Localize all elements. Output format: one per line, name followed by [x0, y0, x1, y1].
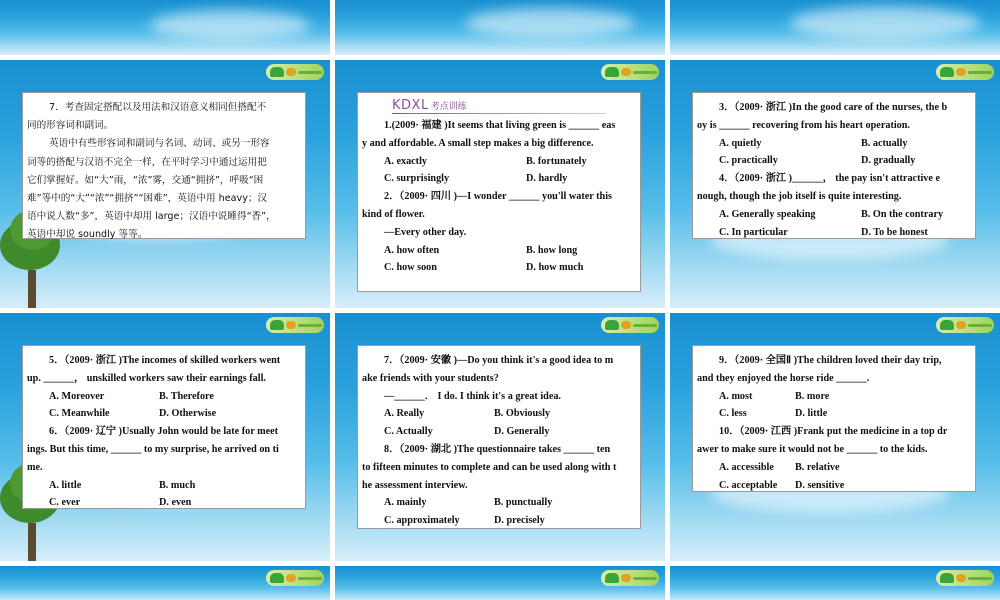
options-row: [697, 135, 971, 153]
option: C. surprisingly: [384, 173, 450, 185]
question-text: y and affordable. A small step makes a big difference.: [362, 137, 594, 149]
exercise-card: [692, 92, 976, 239]
options-row: [362, 170, 636, 188]
options-row: [362, 423, 636, 441]
option: A. most: [719, 390, 753, 402]
option: C. ever: [49, 497, 81, 509]
slide-bottom-right: [670, 566, 1000, 600]
options-row: [697, 388, 971, 406]
site-logo-icon: [936, 317, 994, 333]
question-text: up. ______， unskilled workers saw their earnings fall.: [27, 372, 266, 384]
section-header: [392, 97, 636, 115]
site-logo-icon: [936, 570, 994, 586]
explanation-card: [22, 92, 306, 239]
section-code: KDXL: [392, 98, 429, 113]
text-line: 难”等中的“大”“浓”“拥挤”“困难”，英语中用 heavy；汉: [27, 193, 268, 205]
option: A. Really: [384, 408, 425, 420]
text-line: 7．考查固定搭配以及用法和汉语意义相同但搭配不: [49, 102, 267, 113]
slide-top-right: [670, 0, 1000, 55]
question-text: 2．（2009· 四川 )—I wonder ______ you'll water this: [384, 191, 612, 203]
question-text: to fifteen minutes to complete and can be used along with t: [362, 461, 617, 473]
question-text: 4．（2009· 浙江 )______， the pay isn't attractive e: [719, 173, 940, 185]
question-text: 7．（2009· 安徽 )—Do you think it's a good idea to m: [384, 355, 614, 366]
question-text: ings. But this time, ______ to my surprise, he arrived on ti: [27, 443, 279, 455]
site-logo-icon: [266, 570, 324, 586]
option: D. Generally: [494, 426, 550, 438]
option: D. little: [795, 408, 828, 420]
options-row: [697, 459, 971, 477]
text-line: 同的形容词和副词。: [27, 120, 114, 132]
option: B. relative: [795, 461, 840, 473]
question-text: ake friends with your students?: [362, 372, 499, 384]
option: C. how soon: [384, 262, 437, 274]
slide-1: [0, 60, 330, 308]
exercise-card: [22, 345, 306, 509]
option: D. sensitive: [795, 479, 845, 491]
option: C. acceptable: [719, 479, 778, 491]
question-text: 6．（2009· 辽宁 )Usually John would be late for meet: [49, 426, 279, 438]
site-logo-icon: [266, 317, 324, 333]
question-text: he assessment interview.: [362, 479, 468, 491]
option: A. exactly: [384, 155, 427, 167]
options-row: [697, 206, 971, 224]
site-logo-icon: [266, 64, 324, 80]
option: A. mainly: [384, 497, 427, 509]
options-row: [362, 259, 636, 277]
text-line: 词等的搭配与汉语不完全一样，在平时学习中通过运用把: [27, 156, 267, 168]
exercise-card: [692, 345, 976, 492]
option: B. how long: [526, 244, 578, 256]
options-row: [362, 242, 636, 260]
slide-5: [335, 313, 665, 561]
option: A. how often: [384, 244, 440, 256]
question-text: awer to make sure it would not be ______ to the kids.: [697, 443, 928, 455]
question-text: 5．（2009· 浙江 )The incomes of skilled workers went: [49, 355, 281, 366]
option: B. Therefore: [159, 390, 214, 402]
text-line: 英语中有些形容词和副词与名词、动词、或另一形容: [49, 138, 270, 150]
text-line: 它们掌握好。如“大”雨，“浓”雾，交通“拥挤”，呼吸“困: [27, 174, 264, 186]
options-row: [27, 405, 301, 423]
section-title: 考点训练: [430, 102, 467, 112]
question-text: 1.(2009· 福建 )It seems that living green is ______ eas: [384, 120, 616, 131]
options-row: [27, 477, 301, 495]
option: B. actually: [861, 137, 908, 149]
slide-4: [0, 313, 330, 561]
slide-bottom-left: [0, 566, 330, 600]
site-logo-icon: [601, 64, 659, 80]
option: A. little: [49, 479, 82, 491]
option: D. even: [159, 497, 192, 509]
question-text: —______． I do. I think it's a great idea.: [384, 390, 561, 402]
exercise-card: [357, 345, 641, 529]
slide-top-left: [0, 0, 330, 55]
option: A. accessible: [719, 461, 774, 473]
question-text: oy is ______ recovering from his heart operation.: [697, 119, 910, 131]
option: C. Actually: [384, 426, 433, 438]
option: C. Meanwhile: [49, 408, 110, 420]
slide-bottom-middle: [335, 566, 665, 600]
option: B. fortunately: [526, 155, 587, 167]
slide-3: [670, 60, 1000, 308]
options-row: [697, 224, 971, 242]
option: D. how much: [526, 262, 584, 274]
question-text: 9．（2009· 全国Ⅱ )The children loved their day trip,: [719, 355, 942, 366]
options-row: [362, 494, 636, 512]
options-row: [27, 494, 301, 512]
question-text: kind of flower.: [362, 208, 425, 220]
option: C. In particular: [719, 226, 788, 238]
options-row: [697, 152, 971, 170]
question-text: —Every other day.: [384, 226, 467, 238]
option: B. more: [795, 390, 830, 402]
option: D. gradually: [861, 155, 916, 167]
option: D. hardly: [526, 173, 568, 185]
option: A. quietly: [719, 137, 762, 149]
site-logo-icon: [936, 64, 994, 80]
options-row: [362, 512, 636, 530]
option: B. much: [159, 479, 196, 491]
text-line: 语中说人数“多”，英语中却用 large；汉语中说睡得“香”，: [27, 211, 276, 223]
exercise-card: [357, 92, 641, 292]
question-text: 3．（2009· 浙江 )In the good care of the nurses, the b: [719, 102, 948, 113]
option: D. precisely: [494, 515, 545, 527]
option: D. Otherwise: [159, 408, 217, 420]
option: B. On the contrary: [861, 208, 944, 220]
site-logo-icon: [601, 317, 659, 333]
text-line: 英语中却说 soundly 等等。: [27, 229, 148, 241]
slide-2: [335, 60, 665, 308]
options-row: [697, 477, 971, 495]
option: C. approximately: [384, 515, 460, 527]
options-row: [362, 153, 636, 171]
slide-6: [670, 313, 1000, 561]
option: C. practically: [719, 155, 778, 167]
options-row: [27, 388, 301, 406]
site-logo-icon: [601, 570, 659, 586]
question-text: and they enjoyed the horse ride ______.: [697, 372, 870, 384]
option: A. Generally speaking: [719, 208, 816, 220]
options-row: [697, 405, 971, 423]
option: B. punctually: [494, 497, 553, 509]
slide-top-middle: [335, 0, 665, 55]
options-row: [362, 405, 636, 423]
option: C. less: [719, 408, 747, 420]
question-text: 8．（2009· 湖北 )The questionnaire takes ______ ten: [384, 443, 611, 455]
option: B. Obviously: [494, 408, 551, 420]
option: A. Moreover: [49, 390, 105, 402]
question-text: nough, though the job itself is quite interesting.: [697, 190, 902, 202]
question-text: me.: [27, 461, 43, 473]
option: D. To be honest: [861, 226, 928, 238]
question-text: 10．（2009· 江西 )Frank put the medicine in a top dr: [719, 426, 948, 438]
